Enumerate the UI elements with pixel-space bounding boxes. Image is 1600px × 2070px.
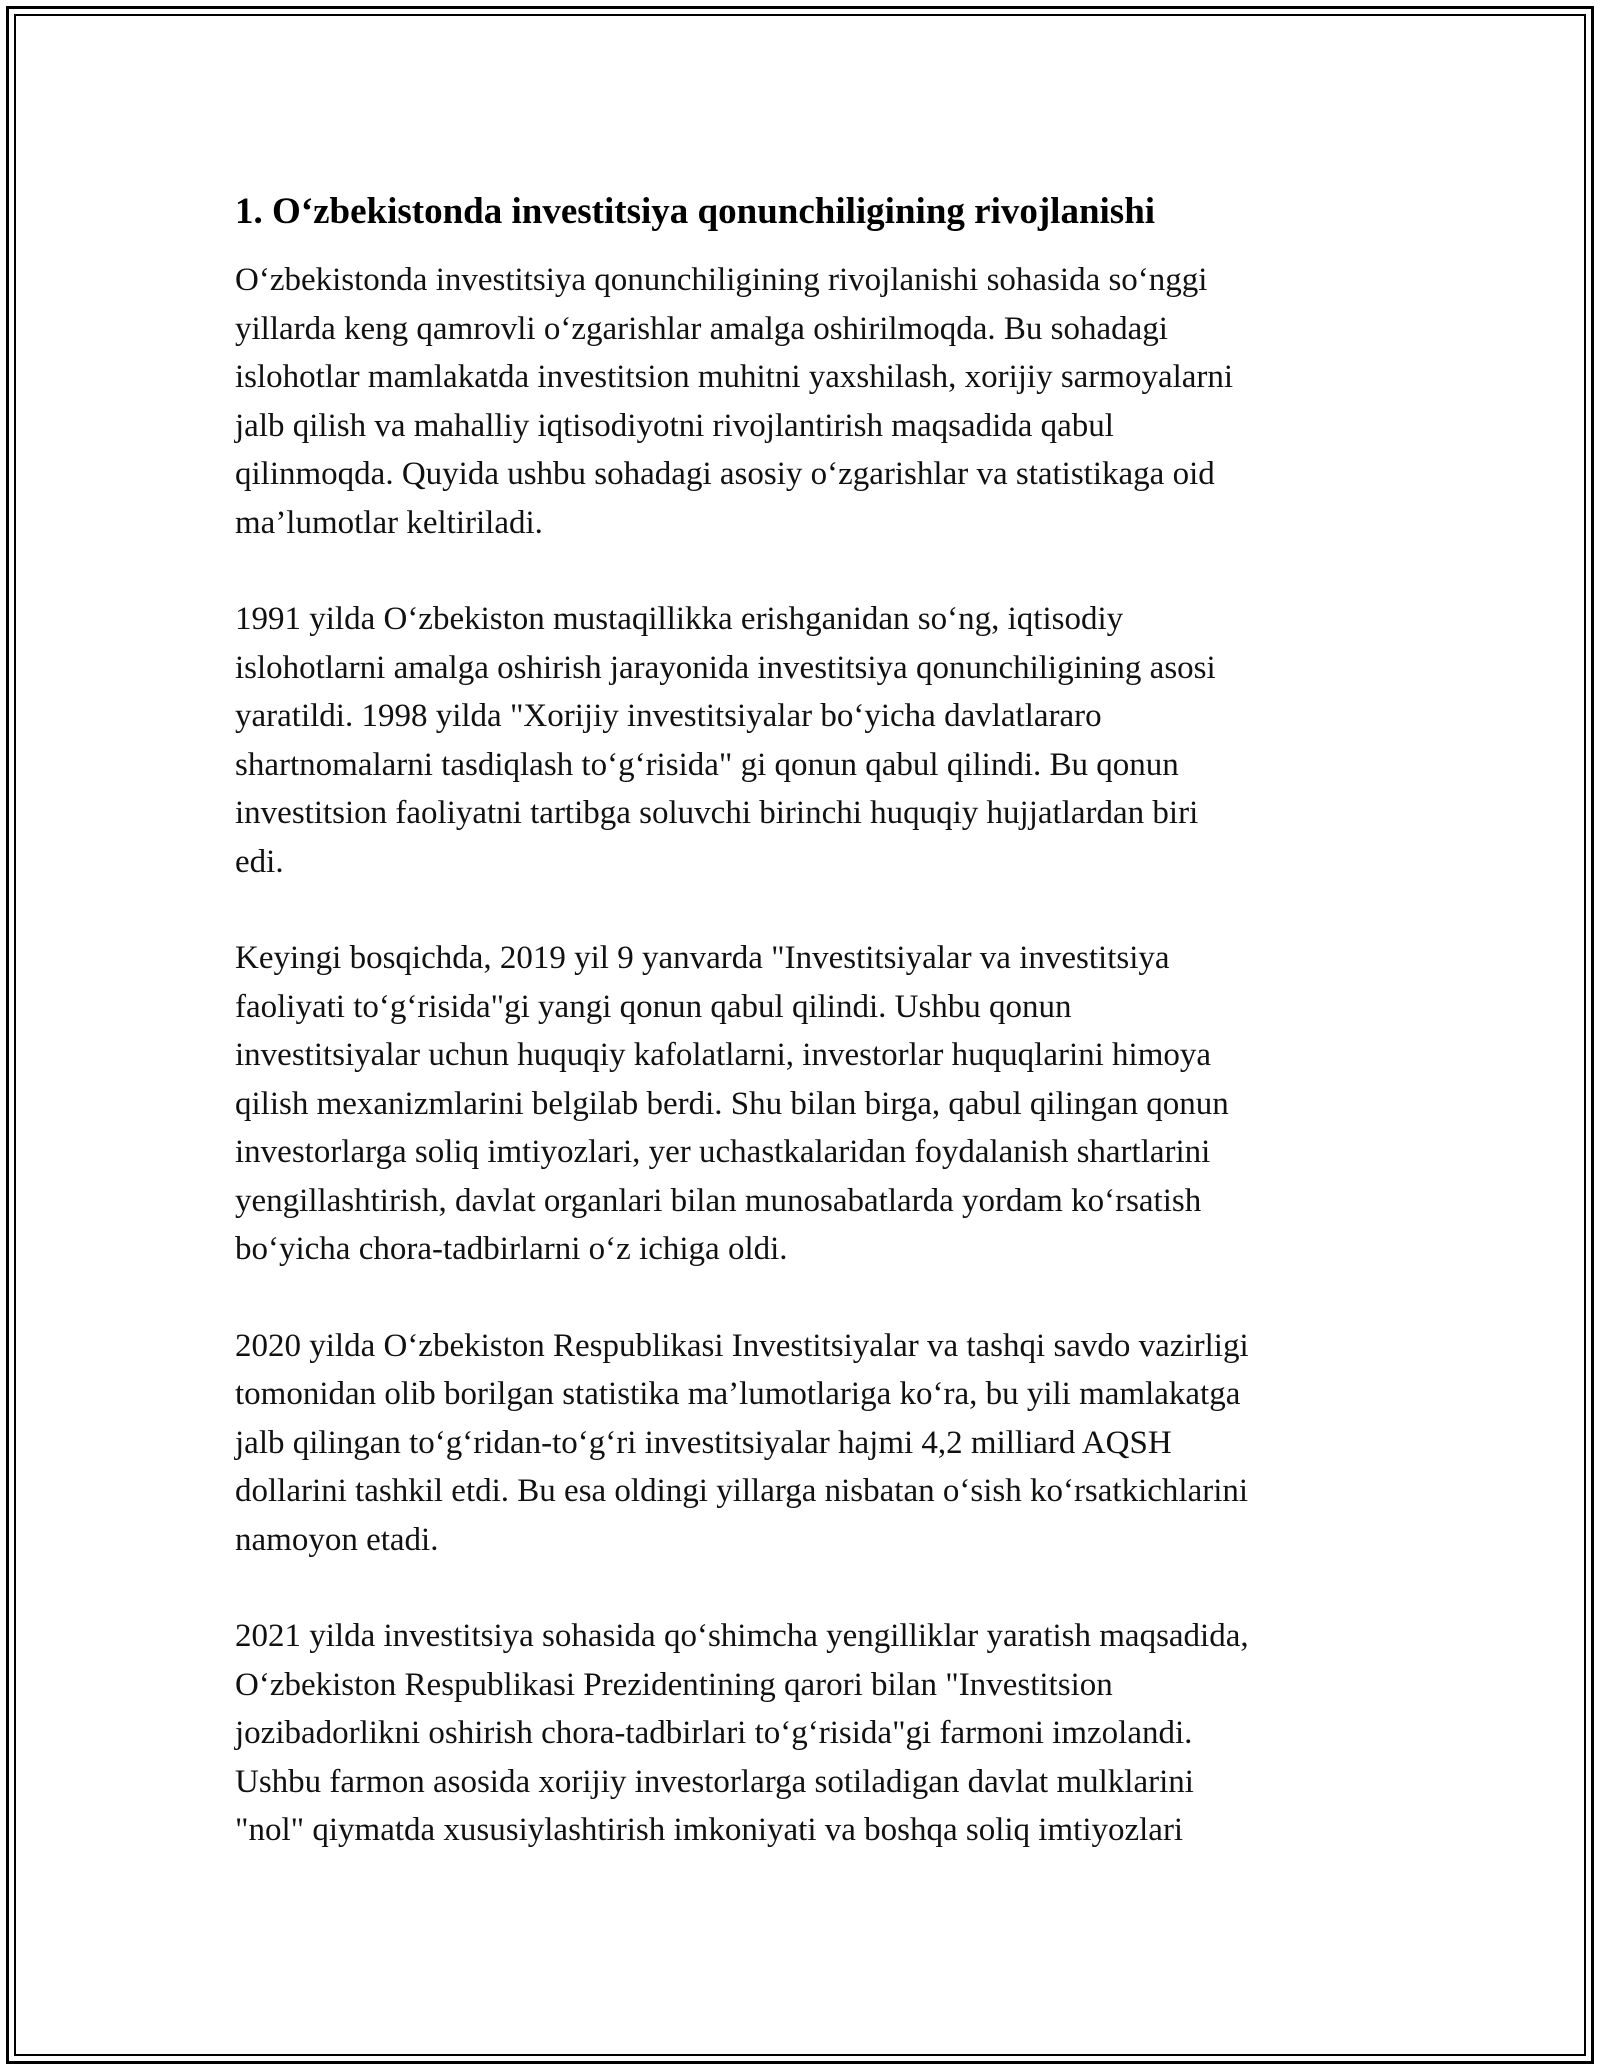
text-line: O‘zbekiston Respublikasi Prezidentining qarori bilan "Investitsion bbox=[235, 1666, 1113, 1703]
paragraph-2020 bbox=[235, 1322, 1375, 1565]
text-line: qilish mexanizmlarini belgilab berdi. Shu bilan birga, qabul qilingan qonun bbox=[235, 1085, 1229, 1122]
text-line: investorlarga soliq imtiyozlari, yer uchastkalaridan foydalanish shartlarini bbox=[235, 1134, 1211, 1170]
text-line: 1991 yilda O‘zbekiston mustaqillikka erishganidan so‘ng, iqtisodiy bbox=[235, 601, 1124, 637]
text-line: jalb qilish va mahalliy iqtisodiyotni rivojlantirish maqsadida qabul bbox=[235, 407, 1114, 444]
paragraph-2021 bbox=[235, 1612, 1375, 1855]
text-line: investitsion faoliyatni tartibga soluvchi birinchi huquqiy hujjatlardan biri bbox=[235, 795, 1199, 831]
text-line: islohotlar mamlakatda investitsion muhitni yaxshilash, xorijiy sarmoyalarni bbox=[235, 359, 1234, 395]
section-heading: 1. O‘zbekistonda investitsiya qonunchiligining rivojlanishi bbox=[235, 191, 1156, 232]
text-line: Ushbu farmon asosida xorijiy investorlarga sotiladigan davlat mulklarini bbox=[235, 1763, 1194, 1800]
text-line: edi. bbox=[235, 843, 284, 880]
text-line: faoliyati to‘g‘risida"gi yangi qonun qabul qilindi. Ushbu qonun bbox=[235, 988, 1072, 1025]
text-line: 2020 yilda O‘zbekiston Respublikasi Investitsiyalar va tashqi savdo vazirligi bbox=[235, 1327, 1249, 1364]
text-line: qilinmoqda. Quyida ushbu sohadagi asosiy o‘zgarishlar va statistikaga oid bbox=[235, 456, 1215, 492]
document-body bbox=[235, 188, 1375, 1903]
text-line: ma’lumotlar keltiriladi. bbox=[235, 504, 543, 541]
text-line: yaratildi. 1998 yilda "Xorijiy investitsiyalar bo‘yicha davlatlararo bbox=[235, 698, 1102, 734]
paragraph-1991 bbox=[235, 595, 1375, 886]
text-line: 2021 yilda investitsiya sohasida qo‘shimcha yengilliklar yaratish maqsadida, bbox=[235, 1618, 1249, 1654]
text-line: yillarda keng qamrovli o‘zgarishlar amalga oshirilmoqda. Bu sohadagi bbox=[235, 310, 1168, 347]
paragraph-intro bbox=[235, 256, 1375, 547]
text-line: tomonidan olib borilgan statistika ma’lumotlariga ko‘ra, bu yili mamlakatga bbox=[235, 1376, 1241, 1412]
text-line: bo‘yicha chora-tadbirlarni o‘z ichiga oldi. bbox=[235, 1231, 788, 1267]
text-line: dollarini tashkil etdi. Bu esa oldingi yillarga nisbatan o‘sish ko‘rsatkichlarini bbox=[235, 1473, 1249, 1509]
text-line: investitsiyalar uchun huquqiy kafolatlarni, investorlar huquqlarini himoya bbox=[235, 1037, 1212, 1073]
text-line: namoyon etadi. bbox=[235, 1521, 439, 1558]
text-line: yengillashtirish, davlat organlari bilan munosabatlarda yordam ko‘rsatish bbox=[235, 1182, 1202, 1219]
text-line: islohotlarni amalga oshirish jarayonida investitsiya qonunchiligining asosi bbox=[235, 649, 1216, 686]
text-line: jalb qilingan to‘g‘ridan-to‘g‘ri investitsiyalar hajmi 4,2 milliard AQSH bbox=[235, 1424, 1172, 1461]
text-line: shartnomalarni tasdiqlash to‘g‘risida" gi qonun qabul qilindi. Bu qonun bbox=[235, 746, 1179, 783]
text-line: "nol" qiymatda xususiylashtirish imkoniyati va boshqa soliq imtiyozlari bbox=[235, 1812, 1184, 1848]
text-line: jozibadorlikni oshirish chora-tadbirlari to‘g‘risida"gi farmoni imzolandi. bbox=[235, 1715, 1193, 1751]
text-line: O‘zbekistonda investitsiya qonunchiligining rivojlanishi sohasida so‘nggi bbox=[235, 262, 1208, 298]
paragraph-2019 bbox=[235, 934, 1375, 1274]
text-line: Keyingi bosqichda, 2019 yil 9 yanvarda "Investitsiyalar va investitsiya bbox=[235, 940, 1170, 976]
